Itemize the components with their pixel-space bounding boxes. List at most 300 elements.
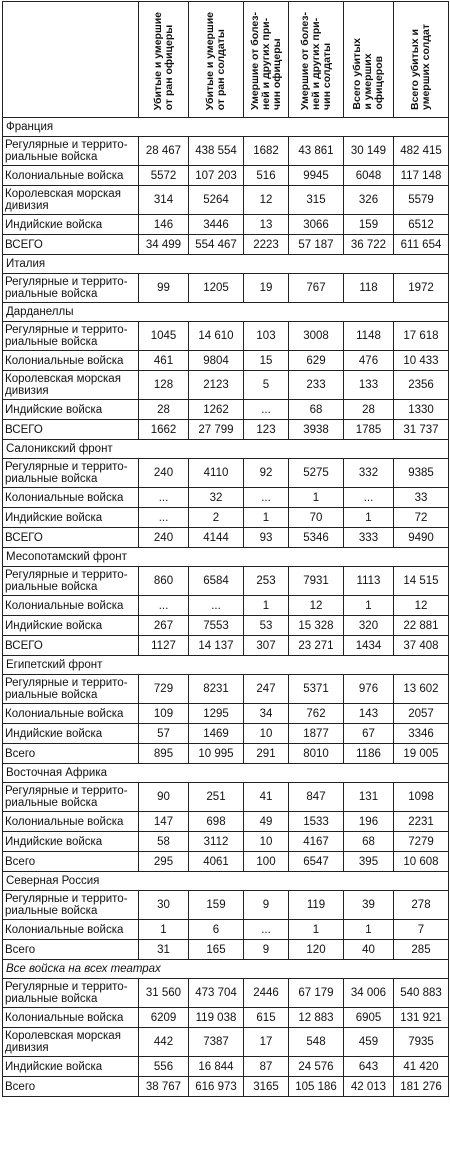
table-row (3, 675, 449, 704)
value-cell: 1877 (289, 724, 344, 744)
value-cell: 28 (139, 400, 189, 420)
value-cell: 30 (139, 891, 189, 920)
value-cell: 253 (244, 567, 289, 596)
value-cell: 1 (244, 596, 289, 616)
value-cell: 143 (344, 704, 394, 724)
value-cell: 762 (289, 704, 344, 724)
value-cell: 548 (289, 1028, 344, 1057)
value-cell: 554 467 (189, 235, 244, 255)
row-label: Всего (3, 852, 139, 872)
table-row (3, 1028, 449, 1057)
header-row (3, 2, 449, 118)
value-cell: 3066 (289, 215, 344, 235)
value-cell: 15 (244, 351, 289, 371)
value-cell: 1045 (139, 322, 189, 351)
value-cell: 5 (244, 371, 289, 400)
value-cell: 10 995 (189, 744, 244, 764)
table-row (3, 400, 449, 420)
value-cell: 767 (289, 274, 344, 303)
table-row (3, 616, 449, 636)
value-cell: 314 (139, 186, 189, 215)
value-cell: 13 (244, 215, 289, 235)
value-cell: 1 (139, 920, 189, 940)
value-cell: 10 (244, 724, 289, 744)
value-cell: 6584 (189, 567, 244, 596)
value-cell: 3346 (394, 724, 449, 744)
value-cell: 19 (244, 274, 289, 303)
value-cell: 41 420 (394, 1057, 449, 1077)
table-row (3, 567, 449, 596)
value-cell: 107 203 (189, 166, 244, 186)
value-cell: 100 (244, 852, 289, 872)
column-header: Всего убитых и умерших солдат (394, 2, 449, 118)
table-row (3, 783, 449, 812)
value-cell: 315 (289, 186, 344, 215)
row-label: Регулярные и террито-риальные войска (3, 783, 139, 812)
value-cell: 3446 (189, 215, 244, 235)
row-label: Колониальные войска (3, 812, 139, 832)
value-cell: 128 (139, 371, 189, 400)
value-cell: 123 (244, 420, 289, 440)
value-cell: 159 (344, 215, 394, 235)
value-cell: 119 038 (189, 1008, 244, 1028)
table-row (3, 322, 449, 351)
value-cell: 860 (139, 567, 189, 596)
value-cell: ... (139, 488, 189, 508)
value-cell: 12 883 (289, 1008, 344, 1028)
value-cell: 2223 (244, 235, 289, 255)
value-cell: 70 (289, 508, 344, 528)
row-label: Регулярные и террито-риальные войска (3, 567, 139, 596)
value-cell: 9385 (394, 459, 449, 488)
value-cell: 37 408 (394, 636, 449, 656)
value-cell: 33 (394, 488, 449, 508)
value-cell: 13 602 (394, 675, 449, 704)
value-cell: 615 (244, 1008, 289, 1028)
value-cell: 5579 (394, 186, 449, 215)
table-row (3, 235, 449, 255)
value-cell: 240 (139, 459, 189, 488)
value-cell: 67 179 (289, 979, 344, 1008)
table-row (3, 1008, 449, 1028)
value-cell: ... (344, 488, 394, 508)
value-cell: ... (244, 920, 289, 940)
section-title: Салоникский фронт (3, 440, 449, 459)
value-cell: 7553 (189, 616, 244, 636)
value-cell: 7935 (394, 1028, 449, 1057)
table-row (3, 351, 449, 371)
section-title: Северная Россия (3, 872, 449, 891)
value-cell: 895 (139, 744, 189, 764)
value-cell: 556 (139, 1057, 189, 1077)
value-cell: 1662 (139, 420, 189, 440)
section-row (3, 118, 449, 137)
value-cell: 332 (344, 459, 394, 488)
table-row (3, 812, 449, 832)
value-cell: 119 (289, 891, 344, 920)
value-cell: 9 (244, 940, 289, 960)
value-cell: 476 (344, 351, 394, 371)
row-label: Колониальные войска (3, 704, 139, 724)
value-cell: 14 137 (189, 636, 244, 656)
value-cell: 24 576 (289, 1057, 344, 1077)
value-cell: 57 187 (289, 235, 344, 255)
section-title: Италия (3, 255, 449, 274)
row-label: Всего (3, 744, 139, 764)
value-cell: 6905 (344, 1008, 394, 1028)
value-cell: 12 (244, 186, 289, 215)
value-cell: 1098 (394, 783, 449, 812)
row-label: Регулярные и террито-риальные войска (3, 675, 139, 704)
value-cell: 12 (394, 596, 449, 616)
value-cell: 2446 (244, 979, 289, 1008)
value-cell: 146 (139, 215, 189, 235)
column-header: Умершие от болез- ней и других при- чин солдаты (289, 2, 344, 118)
value-cell: 5371 (289, 675, 344, 704)
column-header: Умершие от болез- ней и других при- чин офицеры (244, 2, 289, 118)
value-cell: 7279 (394, 832, 449, 852)
section-row (3, 303, 449, 322)
value-cell: 3938 (289, 420, 344, 440)
section-row (3, 440, 449, 459)
value-cell: 1295 (189, 704, 244, 724)
table-row (3, 891, 449, 920)
corner-cell (3, 2, 139, 118)
value-cell: 72 (394, 508, 449, 528)
row-label: Индийские войска (3, 616, 139, 636)
value-cell: 1 (289, 920, 344, 940)
value-cell: 23 271 (289, 636, 344, 656)
value-cell: 159 (189, 891, 244, 920)
value-cell: 240 (139, 528, 189, 548)
row-label: Регулярные и террито-риальные войска (3, 322, 139, 351)
row-label: Королевская морская дивизия (3, 1028, 139, 1057)
value-cell: 1682 (244, 137, 289, 166)
value-cell: 53 (244, 616, 289, 636)
section-row (3, 656, 449, 675)
row-label: Колониальные войска (3, 1008, 139, 1028)
value-cell: 1127 (139, 636, 189, 656)
value-cell: 278 (394, 891, 449, 920)
value-cell: 291 (244, 744, 289, 764)
table-row (3, 596, 449, 616)
value-cell: 1205 (189, 274, 244, 303)
table-row (3, 1057, 449, 1077)
value-cell: 438 554 (189, 137, 244, 166)
row-label: Индийские войска (3, 400, 139, 420)
value-cell: 442 (139, 1028, 189, 1057)
value-cell: 30 149 (344, 137, 394, 166)
value-cell: 4110 (189, 459, 244, 488)
value-cell: 67 (344, 724, 394, 744)
value-cell: 19 005 (394, 744, 449, 764)
value-cell: 1 (289, 488, 344, 508)
value-cell: ... (244, 488, 289, 508)
table-row (3, 508, 449, 528)
value-cell: 17 (244, 1028, 289, 1057)
value-cell: 14 610 (189, 322, 244, 351)
row-label: Королевская морская дивизия (3, 186, 139, 215)
value-cell: 120 (289, 940, 344, 960)
value-cell: 1 (244, 508, 289, 528)
table-row (3, 186, 449, 215)
value-cell: 131 (344, 783, 394, 812)
table-row (3, 724, 449, 744)
row-label: Всего (3, 1077, 139, 1097)
value-cell: 320 (344, 616, 394, 636)
value-cell: 36 722 (344, 235, 394, 255)
table-row (3, 166, 449, 186)
value-cell: 461 (139, 351, 189, 371)
casualties-table (2, 1, 449, 1097)
value-cell: 10 (244, 832, 289, 852)
value-cell: 181 276 (394, 1077, 449, 1097)
value-cell: 31 560 (139, 979, 189, 1008)
value-cell: 267 (139, 616, 189, 636)
column-header: Убитые и умершие от ран солдаты (189, 2, 244, 118)
value-cell: 58 (139, 832, 189, 852)
value-cell: 729 (139, 675, 189, 704)
table-row (3, 636, 449, 656)
value-cell: 42 013 (344, 1077, 394, 1097)
value-cell: 1 (344, 920, 394, 940)
value-cell: 15 328 (289, 616, 344, 636)
value-cell: 9945 (289, 166, 344, 186)
value-cell: 847 (289, 783, 344, 812)
row-label: Колониальные войска (3, 920, 139, 940)
section-title: Все войска на всех театрах (3, 960, 449, 979)
row-label: ВСЕГО (3, 636, 139, 656)
value-cell: 92 (244, 459, 289, 488)
section-title: Дарданеллы (3, 303, 449, 322)
row-label: Колониальные войска (3, 488, 139, 508)
row-label: ВСЕГО (3, 528, 139, 548)
value-cell: 1469 (189, 724, 244, 744)
value-cell: 6547 (289, 852, 344, 872)
value-cell: 16 844 (189, 1057, 244, 1077)
value-cell: 8010 (289, 744, 344, 764)
section-row (3, 960, 449, 979)
value-cell: 611 654 (394, 235, 449, 255)
table-row (3, 528, 449, 548)
table-row (3, 744, 449, 764)
value-cell: 2356 (394, 371, 449, 400)
value-cell: 68 (289, 400, 344, 420)
value-cell: 99 (139, 274, 189, 303)
value-cell: 5275 (289, 459, 344, 488)
value-cell: 57 (139, 724, 189, 744)
value-cell: 1148 (344, 322, 394, 351)
value-cell: 2123 (189, 371, 244, 400)
table-row (3, 137, 449, 166)
row-label: ВСЕГО (3, 420, 139, 440)
value-cell: 43 861 (289, 137, 344, 166)
value-cell: 2231 (394, 812, 449, 832)
section-title: Восточная Африка (3, 764, 449, 783)
value-cell: ... (139, 596, 189, 616)
value-cell: 32 (189, 488, 244, 508)
value-cell: 976 (344, 675, 394, 704)
table-row (3, 488, 449, 508)
value-cell: 629 (289, 351, 344, 371)
section-row (3, 764, 449, 783)
column-header: Всего убитых и умерших офицеров (344, 2, 394, 118)
row-label: Регулярные и террито-риальные войска (3, 137, 139, 166)
table-row (3, 371, 449, 400)
value-cell: 395 (344, 852, 394, 872)
table-row (3, 852, 449, 872)
table-row (3, 274, 449, 303)
value-cell: 196 (344, 812, 394, 832)
table-row (3, 1077, 449, 1097)
value-cell: 8231 (189, 675, 244, 704)
value-cell: 165 (189, 940, 244, 960)
row-label: Регулярные и террито-риальные войска (3, 979, 139, 1008)
value-cell: 1 (344, 508, 394, 528)
value-cell: 105 186 (289, 1077, 344, 1097)
value-cell: 1533 (289, 812, 344, 832)
value-cell: 1972 (394, 274, 449, 303)
value-cell: 307 (244, 636, 289, 656)
row-label: Всего (3, 940, 139, 960)
row-label: Колониальные войска (3, 166, 139, 186)
value-cell: 68 (344, 832, 394, 852)
value-cell: 41 (244, 783, 289, 812)
value-cell: 2057 (394, 704, 449, 724)
value-cell: 698 (189, 812, 244, 832)
value-cell: 14 515 (394, 567, 449, 596)
value-cell: 285 (394, 940, 449, 960)
value-cell: 1113 (344, 567, 394, 596)
value-cell: 12 (289, 596, 344, 616)
row-label: Индийские войска (3, 832, 139, 852)
table-body (3, 118, 449, 1097)
row-label: Индийские войска (3, 1057, 139, 1077)
value-cell: 31 737 (394, 420, 449, 440)
value-cell: 28 (344, 400, 394, 420)
row-label: Индийские войска (3, 508, 139, 528)
value-cell: 22 881 (394, 616, 449, 636)
value-cell: 247 (244, 675, 289, 704)
value-cell: 540 883 (394, 979, 449, 1008)
value-cell: 27 799 (189, 420, 244, 440)
row-label: Колониальные войска (3, 596, 139, 616)
row-label: Индийские войска (3, 724, 139, 744)
value-cell: 1434 (344, 636, 394, 656)
table-row (3, 832, 449, 852)
value-cell: 4061 (189, 852, 244, 872)
value-cell: 1186 (344, 744, 394, 764)
value-cell: 7931 (289, 567, 344, 596)
row-label: Регулярные и террито-риальные войска (3, 274, 139, 303)
value-cell: 118 (344, 274, 394, 303)
value-cell: 616 973 (189, 1077, 244, 1097)
value-cell: 326 (344, 186, 394, 215)
value-cell: 87 (244, 1057, 289, 1077)
section-row (3, 872, 449, 891)
row-label: Индийские войска (3, 215, 139, 235)
value-cell: 109 (139, 704, 189, 724)
value-cell: 49 (244, 812, 289, 832)
value-cell: 34 006 (344, 979, 394, 1008)
value-cell: ... (244, 400, 289, 420)
value-cell: 5572 (139, 166, 189, 186)
value-cell: 6 (189, 920, 244, 940)
value-cell: 93 (244, 528, 289, 548)
value-cell: 333 (344, 528, 394, 548)
value-cell: 39 (344, 891, 394, 920)
value-cell: 516 (244, 166, 289, 186)
section-row (3, 548, 449, 567)
table-row (3, 920, 449, 940)
value-cell: 6048 (344, 166, 394, 186)
section-title: Месопотамский фронт (3, 548, 449, 567)
value-cell: 473 704 (189, 979, 244, 1008)
column-header: Убитые и умершие от ран офицеры (139, 2, 189, 118)
table-row (3, 420, 449, 440)
section-title: Франция (3, 118, 449, 137)
table-row (3, 979, 449, 1008)
value-cell: 5264 (189, 186, 244, 215)
value-cell: 1785 (344, 420, 394, 440)
value-cell: 233 (289, 371, 344, 400)
value-cell: 9804 (189, 351, 244, 371)
value-cell: 3112 (189, 832, 244, 852)
value-cell: 643 (344, 1057, 394, 1077)
value-cell: 295 (139, 852, 189, 872)
value-cell: 4167 (289, 832, 344, 852)
value-cell: 1 (344, 596, 394, 616)
value-cell: ... (139, 508, 189, 528)
value-cell: 9490 (394, 528, 449, 548)
value-cell: 10 608 (394, 852, 449, 872)
row-label: Регулярные и террито-риальные войска (3, 459, 139, 488)
value-cell: 6209 (139, 1008, 189, 1028)
value-cell: 133 (344, 371, 394, 400)
table-row (3, 459, 449, 488)
value-cell: 6512 (394, 215, 449, 235)
value-cell: 1330 (394, 400, 449, 420)
value-cell: 3165 (244, 1077, 289, 1097)
value-cell: 251 (189, 783, 244, 812)
table-row (3, 940, 449, 960)
table-row (3, 704, 449, 724)
value-cell: 2 (189, 508, 244, 528)
value-cell: 117 148 (394, 166, 449, 186)
table-row (3, 215, 449, 235)
value-cell: 482 415 (394, 137, 449, 166)
row-label: Королевская морская дивизия (3, 371, 139, 400)
row-label: Регулярные и террито-риальные войска (3, 891, 139, 920)
value-cell: 28 467 (139, 137, 189, 166)
value-cell: 5346 (289, 528, 344, 548)
value-cell: 10 433 (394, 351, 449, 371)
value-cell: ... (189, 596, 244, 616)
value-cell: 459 (344, 1028, 394, 1057)
row-label: Колониальные войска (3, 351, 139, 371)
value-cell: 31 (139, 940, 189, 960)
section-title: Египетский фронт (3, 656, 449, 675)
row-label: ВСЕГО (3, 235, 139, 255)
value-cell: 7387 (189, 1028, 244, 1057)
value-cell: 38 767 (139, 1077, 189, 1097)
value-cell: 1262 (189, 400, 244, 420)
value-cell: 4144 (189, 528, 244, 548)
value-cell: 3008 (289, 322, 344, 351)
section-row (3, 255, 449, 274)
value-cell: 90 (139, 783, 189, 812)
value-cell: 7 (394, 920, 449, 940)
